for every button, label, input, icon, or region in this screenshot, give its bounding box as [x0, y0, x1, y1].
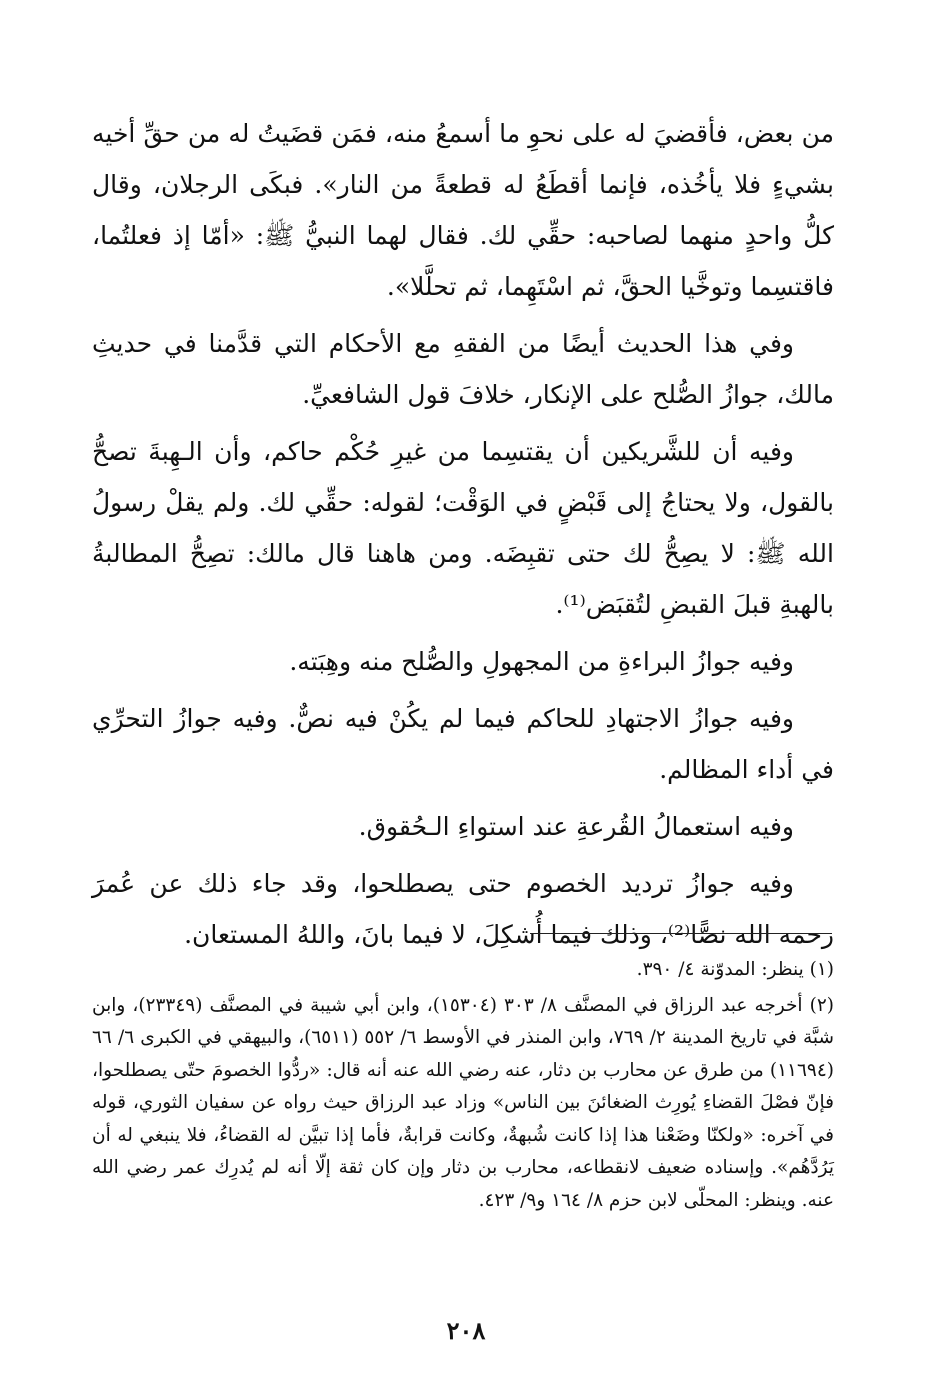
footnote-2-text: أخرجه عبد الرزاق في المصنَّف ٨/ ٣٠٣ (١٥٣٠٤)، وابن أبي شيبة في المصنَّف (٢٣٣٤٩)، وابن شبَّة في تاريخ المدينة ٢/ ٧٦٩، وابن المنذر في الأوسط ٦/ ٥٥٢ (٦٥١١)، والبيهقي في الكبرى ٦/ ٦٦ (١١٦٩٤) من طرق عن محارب بن دثار، عنه رضي الله عنه أنه قال: «ردُّوا الخصومَ حتّى يصطلحوا، فإنّ فصْلَ القضاءِ يُورِث الضغائنَ بين الناس» وزاد عبد الرزاق حيث رواه عن سفيان الثوري، قوله في آخره: «ولكنّا وضَعْنا هذا إذا كانت شُبهةٌ، وكانت قرابةٌ، فأما إذا تبيَّن له القضاءُ، فلا ينبغي له أن يَرُدَّهُم». وإسناده ضعيف لانقطاعه، محارب بن دثار وإن كان ثقة إلّا أنه لم يُدرِك عمر رضي الله عنه. وينظر: المحلّى لابن حزم ٨/ ١٦٤ و٩/ ٤٢٣.	[92, 994, 834, 1211]
footnote-1	[92, 954, 834, 987]
paragraph-hadith-continuation: من بعض، فأقضيَ له على نحوِ ما أسمعُ منه، فمَن قضَيتُ له من حقِّ أخيه بشيءٍ فلا يأخُذه، فإنما أقطَعُ له قطعةً من النار». فبكَى الرجلان، وقال كلُّ واحدٍ منهما لصاحبه: حقِّي لك. فقال لهما النبيُّ ﷺ: «أمّا إذ فعلتُما، فاقتسِما وتوخَّيا الحقَّ، ثم اسْتَهِما، ثم تحلَّلا».	[92, 119, 834, 301]
footnote-2-number: (٢)	[809, 994, 834, 1016]
footnotes	[92, 954, 834, 1217]
paragraph-qurah-ruling: وفيه استعمالُ القُرعةِ عند استواءِ الـحُقوق.	[358, 812, 794, 841]
footnote-1-number: (١)	[809, 959, 834, 980]
paragraph-sulh-ruling: وفي هذا الحديث أيضًا من الفقهِ مع الأحكام التي قدَّمنا في حديثِ مالك، جوازُ الصُّلح على الإنكار، خلافَ قول الشافعيِّ.	[92, 329, 834, 409]
footnote-separator	[530, 933, 832, 934]
paragraph-ijtihad-ruling: وفيه جوازُ الاجتهادِ للحاكم فيما لم يكُنْ فيه نصٌّ. وفيه جوازُ التحرِّي في أداء المظالم.	[92, 704, 834, 784]
footnote-2	[92, 990, 834, 1218]
paragraph-hiba-ruling: وفيه أن للشَّريكين أن يقتسِما من غيرِ حُكْم حاكم، وأن الـهِبةَ تصحُّ بالقول، ولا يحتاجُ إلى قَبْضٍ في الوَقْت؛ لقوله: حقِّي لك. ولم يقلْ رسولُ الله ﷺ: لا يصِحُّ لك حتى تقبِضَه. ومن هاهنا قال مالك: تصِحُّ المطالبةُ بالهبةِ قبلَ القبضِ لتُقبَض⁽¹⁾.	[92, 437, 834, 619]
page-number: ٢٠٨	[446, 1316, 486, 1345]
main-text	[92, 108, 834, 960]
footnote-1-text: ينظر: المدوّنة ٤/ ٣٩٠.	[636, 959, 804, 980]
paragraph-khusum-ruling: وفيه جوازُ ترديد الخصوم حتى يصطلحوا، وقد جاء ذلك عن عُمرَ رحمه الله نصًّا⁽²⁾، وذلك فيما أُشكِلَ، لا فيما بانَ، واللهُ المستعان.	[92, 869, 834, 949]
paragraph-baraa-ruling: وفيه جوازُ البراءةِ من المجهولِ والصُّلح منه وهِبَته.	[289, 647, 794, 676]
